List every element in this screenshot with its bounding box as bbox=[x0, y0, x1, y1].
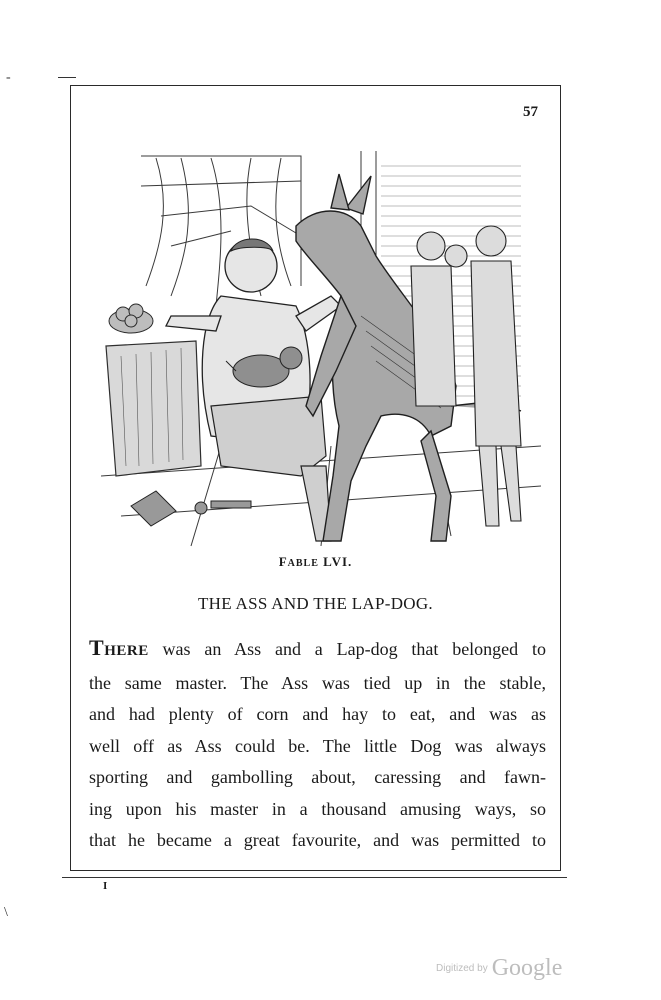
body-line-7: that he became a great favourite, and was permitted to bbox=[89, 830, 546, 850]
page-frame bbox=[70, 85, 561, 871]
page-number: 57 bbox=[523, 104, 538, 120]
fable-number-prefix-first: F bbox=[278, 554, 288, 569]
watermark-brand-logo: Google bbox=[491, 955, 563, 981]
body-line-4: well off as Ass could be. The little Dog was always bbox=[89, 735, 546, 756]
watermark-prefix: Digitized by bbox=[436, 963, 488, 974]
top-margin-rule bbox=[58, 77, 76, 78]
drop-cap-first: T bbox=[89, 635, 105, 660]
body-line-2: the same master. The Ass was tied up in the stable, bbox=[89, 672, 546, 693]
fable-title: THE ASS AND THE LAP-DOG. bbox=[198, 594, 433, 613]
bottom-margin-rule bbox=[62, 877, 567, 878]
fable-number bbox=[71, 554, 560, 570]
fable-number-prefix-rest: ABLE bbox=[287, 558, 319, 569]
margin-tick-top: - bbox=[6, 70, 11, 85]
margin-tick-bottom: \ bbox=[4, 905, 8, 920]
fable-body-text bbox=[89, 632, 546, 857]
drop-cap-rest: HERE bbox=[104, 643, 149, 659]
body-line-1 bbox=[89, 632, 546, 668]
digitized-watermark bbox=[436, 955, 562, 982]
body-line-3: and had plenty of corn and hay to eat, and was as bbox=[89, 704, 546, 724]
body-line-6: ing upon his master in a thousand amusing ways, so bbox=[89, 798, 546, 819]
fable-number-numeral: LVI. bbox=[323, 554, 353, 569]
body-line-1-text: was an Ass and a Lap-dog that belonged to bbox=[148, 639, 546, 659]
body-line-5: sporting and gambolling about, caressing and fawn- bbox=[89, 767, 546, 787]
printer-signature-mark: I bbox=[103, 880, 108, 892]
fable-illustration bbox=[101, 146, 541, 566]
